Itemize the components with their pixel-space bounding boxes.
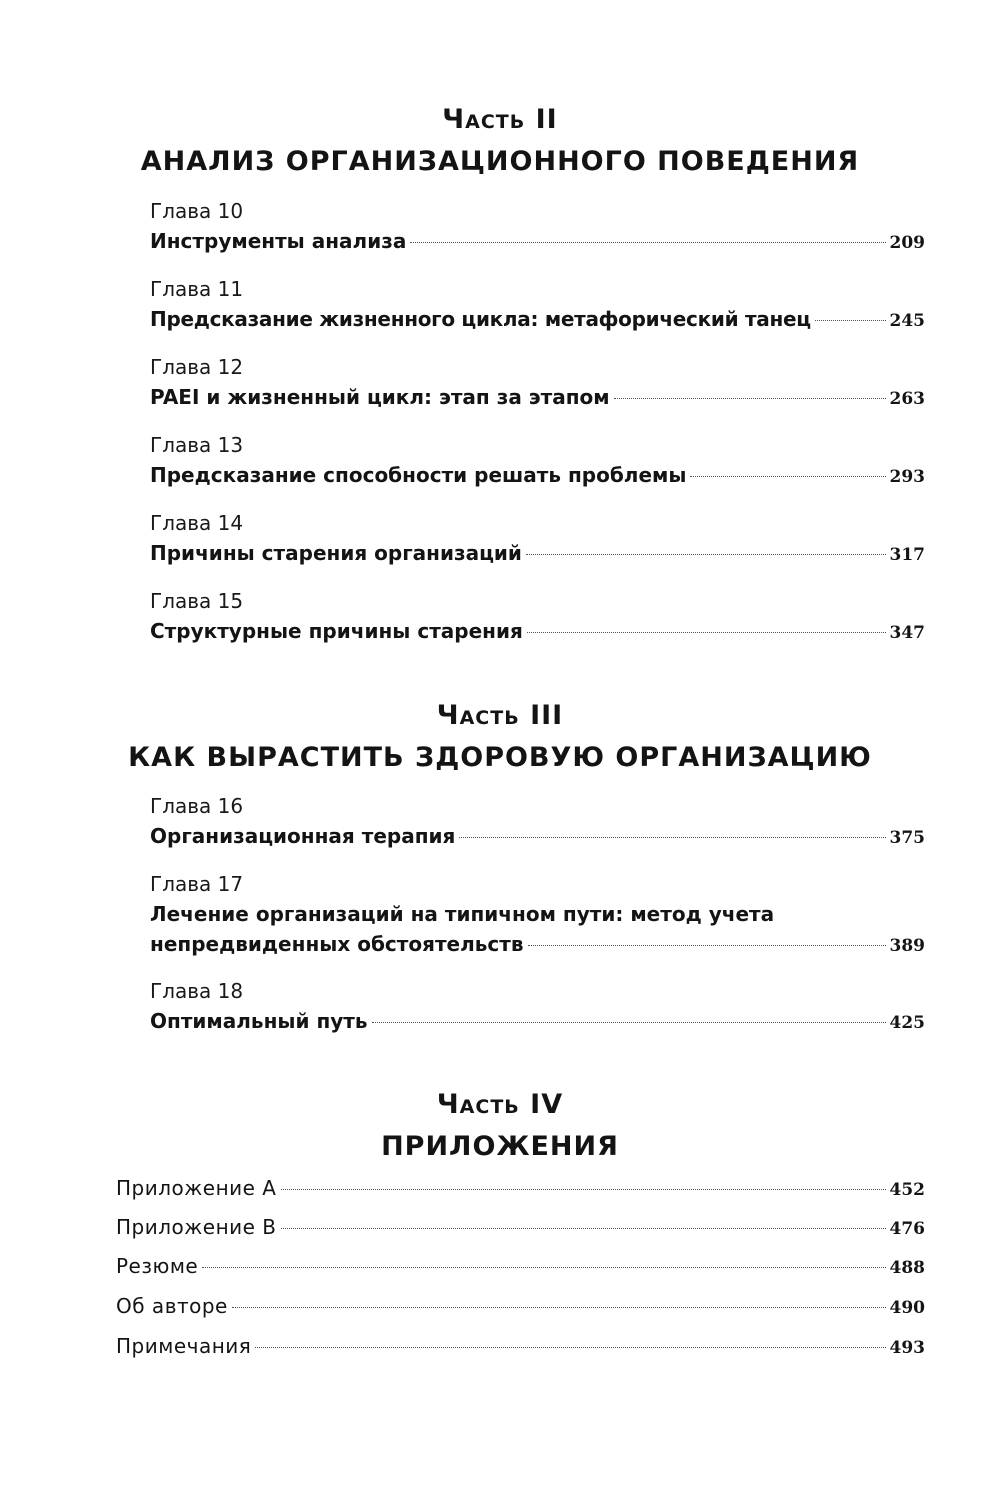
leader-dots bbox=[202, 1267, 885, 1268]
page-number: 347 bbox=[889, 623, 925, 643]
page-number: 375 bbox=[889, 828, 925, 848]
leader-dots bbox=[526, 554, 886, 555]
leader-dots bbox=[614, 398, 886, 399]
chapter-label: Глава 11 bbox=[150, 277, 244, 301]
chapter-label: Глава 14 bbox=[150, 511, 244, 535]
page-number: 493 bbox=[889, 1338, 925, 1358]
chapter-title: Предсказание жизненного цикла: метафорический танец bbox=[150, 307, 811, 331]
chapter-label: Глава 15 bbox=[150, 589, 244, 613]
leader-dots bbox=[410, 242, 885, 243]
part-title: АНАЛИЗ ОРГАНИЗАЦИОННОГО ПОВЕДЕНИЯ bbox=[140, 146, 860, 177]
chapter-title: Инструменты анализа bbox=[150, 229, 407, 253]
leader-dots bbox=[281, 1189, 886, 1190]
chapter-label: Глава 10 bbox=[150, 199, 244, 223]
page-number: 317 bbox=[889, 545, 925, 565]
toc-entry-notes[interactable] bbox=[116, 1331, 925, 1363]
toc-entry-summary[interactable] bbox=[116, 1251, 925, 1283]
toc-entry-appendix-b[interactable] bbox=[116, 1212, 925, 1244]
toc-entry-chapter-17[interactable] bbox=[150, 869, 925, 961]
page-number: 490 bbox=[889, 1298, 925, 1318]
chapter-label: Глава 18 bbox=[150, 979, 244, 1003]
chapter-title: Предсказание способности решать проблемы bbox=[150, 463, 687, 487]
leader-dots bbox=[690, 476, 885, 477]
part-label: Часть II bbox=[442, 104, 558, 135]
entry-title: Приложение В bbox=[116, 1215, 277, 1239]
page-number: 476 bbox=[889, 1219, 925, 1239]
page-number: 293 bbox=[889, 467, 925, 487]
chapter-title-line-1: Лечение организаций на типичном пути: метод учета bbox=[150, 902, 775, 926]
page-number: 452 bbox=[889, 1180, 925, 1200]
toc-entry-chapter-13[interactable] bbox=[150, 430, 925, 492]
entry-title: Об авторе bbox=[116, 1294, 228, 1318]
chapter-title: Причины старения организаций bbox=[150, 541, 522, 565]
part-title: КАК ВЫРАСТИТЬ ЗДОРОВУЮ ОРГАНИЗАЦИЮ bbox=[128, 742, 872, 773]
part-label: Часть III bbox=[436, 700, 564, 731]
toc-entry-chapter-15[interactable] bbox=[150, 586, 925, 648]
entry-title: Приложение А bbox=[116, 1176, 277, 1200]
leader-dots bbox=[372, 1022, 886, 1023]
leader-dots bbox=[459, 837, 885, 838]
entry-title: Резюме bbox=[116, 1254, 199, 1278]
leader-dots bbox=[255, 1347, 885, 1348]
chapter-title: PAEI и жизненный цикл: этап за этапом bbox=[150, 385, 610, 409]
chapter-title: Организационная терапия bbox=[150, 824, 456, 848]
chapter-label: Глава 16 bbox=[150, 794, 244, 818]
part-label: Часть IV bbox=[436, 1089, 564, 1120]
part-3-heading bbox=[0, 696, 1000, 778]
toc-entry-about-author[interactable] bbox=[116, 1291, 925, 1323]
leader-dots bbox=[815, 320, 886, 321]
page-number: 389 bbox=[889, 936, 925, 956]
part-4-heading bbox=[0, 1085, 1000, 1167]
page-number: 488 bbox=[889, 1258, 925, 1278]
chapter-label: Глава 17 bbox=[150, 872, 244, 896]
part-title: ПРИЛОЖЕНИЯ bbox=[381, 1131, 619, 1162]
page-number: 245 bbox=[889, 311, 925, 331]
leader-dots bbox=[232, 1307, 886, 1308]
leader-dots bbox=[528, 945, 886, 946]
toc-entry-appendix-a[interactable] bbox=[116, 1173, 925, 1205]
leader-dots bbox=[281, 1228, 886, 1229]
chapter-label: Глава 12 bbox=[150, 355, 244, 379]
page-number: 425 bbox=[889, 1013, 925, 1033]
chapter-title: Структурные причины старения bbox=[150, 619, 523, 643]
page-number: 209 bbox=[889, 233, 925, 253]
chapter-title-line-2: непредвиденных обстоятельств bbox=[150, 932, 524, 956]
toc-entry-chapter-14[interactable] bbox=[150, 508, 925, 570]
page-number: 263 bbox=[889, 389, 925, 409]
chapter-title: Оптимальный путь bbox=[150, 1009, 368, 1033]
leader-dots bbox=[527, 632, 886, 633]
toc-entry-chapter-16[interactable] bbox=[150, 791, 925, 853]
toc-entry-chapter-10[interactable] bbox=[150, 196, 925, 258]
entry-title: Примечания bbox=[116, 1334, 252, 1358]
toc-entry-chapter-18[interactable] bbox=[150, 976, 925, 1038]
toc-entry-chapter-11[interactable] bbox=[150, 274, 925, 336]
toc-entry-chapter-12[interactable] bbox=[150, 352, 925, 414]
part-2-heading bbox=[0, 100, 1000, 182]
chapter-label: Глава 13 bbox=[150, 433, 244, 457]
